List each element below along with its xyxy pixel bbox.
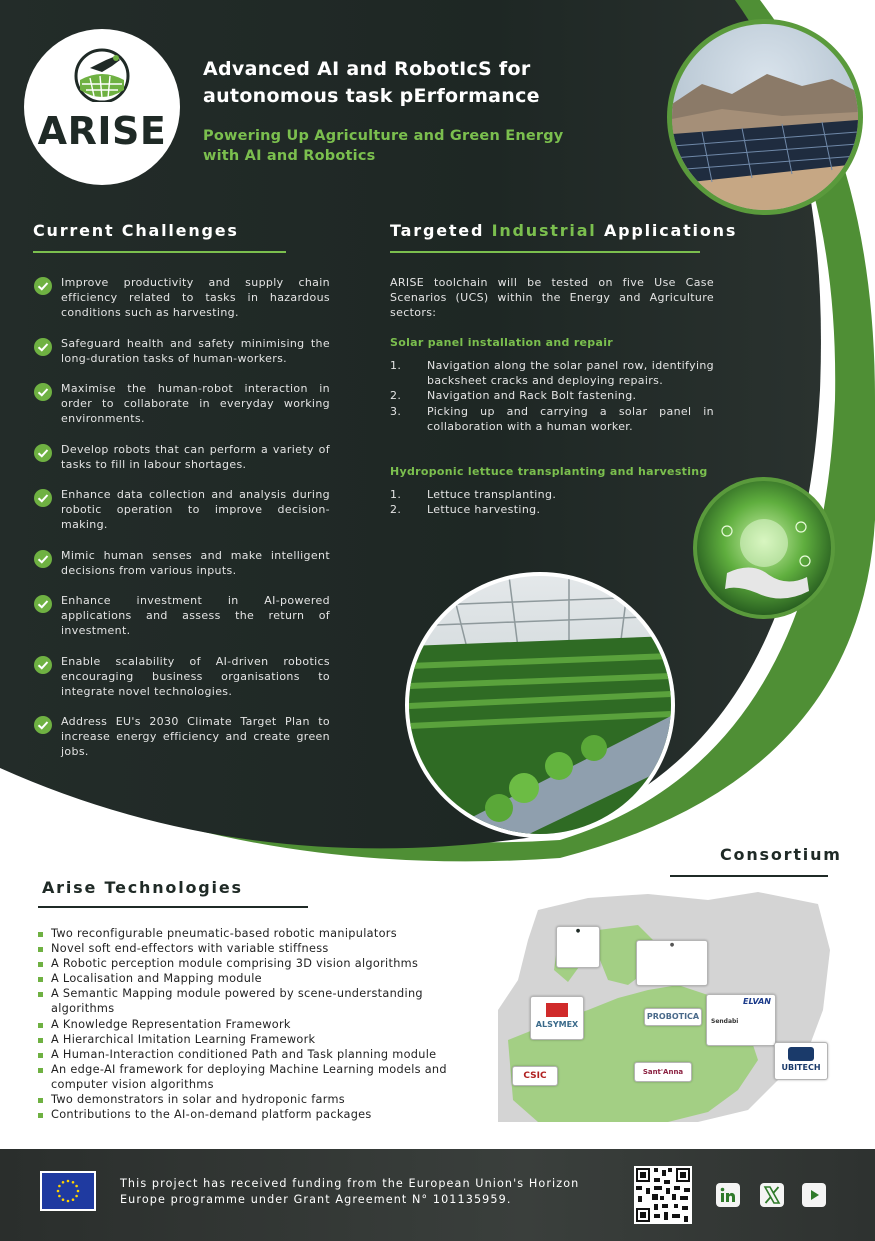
list-item: An edge-AI framework for deploying Machine Learning models and computer vision algorithms: [38, 1062, 468, 1092]
consortium-heading: Consortium: [720, 845, 842, 864]
list-item: [390, 358, 714, 388]
x-icon[interactable]: [760, 1183, 784, 1207]
title-line: autonomous task pErformance: [203, 85, 540, 107]
challenge-item: [34, 654, 330, 700]
list-number: 2.: [390, 389, 402, 403]
solar-title: Solar panel installation and repair: [390, 336, 613, 349]
page-subtitle: [203, 126, 583, 166]
list-text: Navigation along the solar panel row, identifying backsheet cracks and deploying repairs.: [427, 359, 714, 388]
linkedin-icon[interactable]: [716, 1183, 740, 1207]
heading-highlight: Industrial: [491, 221, 597, 240]
list-item: [390, 487, 714, 502]
partner-logo-probotica: PROBOTICA: [644, 1008, 702, 1026]
list-item: A Localisation and Mapping module: [38, 971, 468, 986]
subtitle-line: Powering Up Agriculture and Green Energy: [203, 128, 564, 144]
funding-line: This project has received funding from the European Union's Horizon: [120, 1177, 580, 1190]
title-line: Advanced AI and RobotIcS for: [203, 58, 531, 80]
partner-logo-ubitech: [774, 1042, 828, 1080]
challenge-text: Address EU's 2030 Climate Target Plan to increase energy efficiency and create green jobs.: [61, 715, 330, 759]
challenge-text: Safeguard health and safety minimising the long-duration tasks of human-workers.: [61, 337, 330, 366]
challenge-item: [34, 593, 330, 639]
challenge-text: Develop robots that can perform a variety of tasks to fill in labour shortages.: [61, 443, 330, 472]
greenhouse-photo: [405, 572, 675, 838]
check-icon: [34, 595, 52, 613]
list-number: 1.: [390, 488, 402, 501]
check-icon: [34, 489, 52, 507]
list-text: Navigation and Rack Bolt fastening.: [427, 389, 637, 403]
challenge-item: [34, 442, 330, 472]
ai-globe-photo: [693, 477, 835, 619]
technologies-divider: [38, 906, 308, 908]
challenge-item: [34, 548, 330, 578]
consortium-map: [498, 890, 830, 1122]
list-item: A Human-Interaction conditioned Path and Task planning module: [38, 1047, 468, 1062]
robot-hand-icon: [72, 46, 132, 102]
list-number: 3.: [390, 404, 402, 418]
list-item: A Knowledge Representation Framework: [38, 1017, 468, 1032]
partner-logo-elvan: [706, 994, 776, 1046]
challenge-item: [34, 487, 330, 533]
list-number: 1.: [390, 359, 402, 372]
applications-intro: ARISE toolchain will be tested on five Use Case Scenarios (UCS) within the Energy and Agriculture sectors:: [390, 276, 714, 320]
challenge-text: Enable scalability of AI-driven robotics encouraging business organisations to integrate novel technologies.: [61, 655, 330, 699]
check-icon: [34, 338, 52, 356]
funding-text: [120, 1176, 590, 1208]
applications-heading: [390, 221, 737, 240]
consortium-divider: [670, 875, 828, 877]
technologies-list: [38, 926, 468, 1122]
list-item: Novel soft end-effectors with variable stiffness: [38, 941, 468, 956]
heading-part: Targeted: [390, 221, 492, 240]
subtitle-line: with AI and Robotics: [203, 148, 376, 164]
youtube-icon[interactable]: [802, 1183, 826, 1207]
challenge-text: Mimic human senses and make intelligent decisions from various inputs.: [61, 549, 330, 578]
list-item: [390, 502, 714, 517]
heading-part: Applications: [596, 221, 738, 240]
partner-logo: ●: [636, 940, 708, 986]
challenges-divider: [33, 251, 286, 253]
list-item: Contributions to the AI-on-demand platform packages: [38, 1107, 468, 1122]
list-number: 2.: [390, 503, 402, 517]
list-item: A Hierarchical Imitation Learning Framework: [38, 1032, 468, 1047]
partner-name: Sendabi: [711, 1018, 739, 1025]
hydro-title: Hydroponic lettuce transplanting and harvesting: [390, 465, 708, 478]
list-item: [390, 404, 714, 434]
list-text: Picking up and carrying a solar panel in collaboration with a human worker.: [427, 404, 714, 433]
list-item: Two reconfigurable pneumatic-based robotic manipulators: [38, 926, 468, 941]
logo-circle: [24, 29, 180, 185]
challenge-item: [34, 381, 330, 427]
list-item: Two demonstrators in solar and hydroponic farms: [38, 1092, 468, 1107]
partner-logo-alsymex: [530, 996, 584, 1040]
challenge-text: Enhance data collection and analysis during robotic operation to improve decision-making.: [61, 488, 330, 532]
solar-panel-photo: [667, 19, 863, 215]
challenge-item: [34, 714, 330, 760]
applications-divider: [390, 251, 700, 253]
check-icon: [34, 383, 52, 401]
partner-name: ELVAN: [743, 997, 771, 1006]
technologies-heading: Arise Technologies: [42, 878, 243, 897]
check-icon: [34, 716, 52, 734]
logo-text: ARISE: [37, 109, 167, 153]
challenges-heading: Current Challenges: [33, 221, 239, 240]
hydro-list: [390, 487, 714, 517]
challenge-item: [34, 336, 330, 366]
list-item: A Semantic Mapping module powered by scene-understanding algorithms: [38, 986, 468, 1016]
list-text: Lettuce transplanting.: [427, 488, 557, 501]
check-icon: [34, 550, 52, 568]
partner-logo: ●: [556, 926, 600, 968]
partner-name: ALSYMEX: [535, 1020, 579, 1029]
check-icon: [34, 277, 52, 295]
check-icon: [34, 656, 52, 674]
challenge-text: Improve productivity and supply chain efficiency related to tasks in hazardous conditions such as harvesting.: [61, 276, 330, 320]
eu-flag-icon: [40, 1171, 96, 1211]
partner-logo-santanna: Sant'Anna: [634, 1062, 692, 1082]
list-item: A Robotic perception module comprising 3D vision algorithms: [38, 956, 468, 971]
page-title: [203, 56, 583, 110]
check-icon: [34, 444, 52, 462]
challenge-text: Enhance investment in AI-powered applications and assess the return of investment.: [61, 594, 330, 638]
partner-logo-csic: CSIC: [512, 1066, 558, 1086]
solar-list: [390, 358, 714, 434]
qr-code-icon[interactable]: [634, 1166, 692, 1224]
list-item: [390, 388, 714, 403]
list-text: Lettuce harvesting.: [427, 503, 541, 517]
challenge-text: Maximise the human-robot interaction in order to collaborate in everyday working environments.: [61, 382, 330, 426]
challenge-item: [34, 275, 330, 321]
funding-line: Europe programme under Grant Agreement N° 101135959.: [120, 1193, 512, 1206]
partner-name: UBITECH: [781, 1063, 821, 1072]
